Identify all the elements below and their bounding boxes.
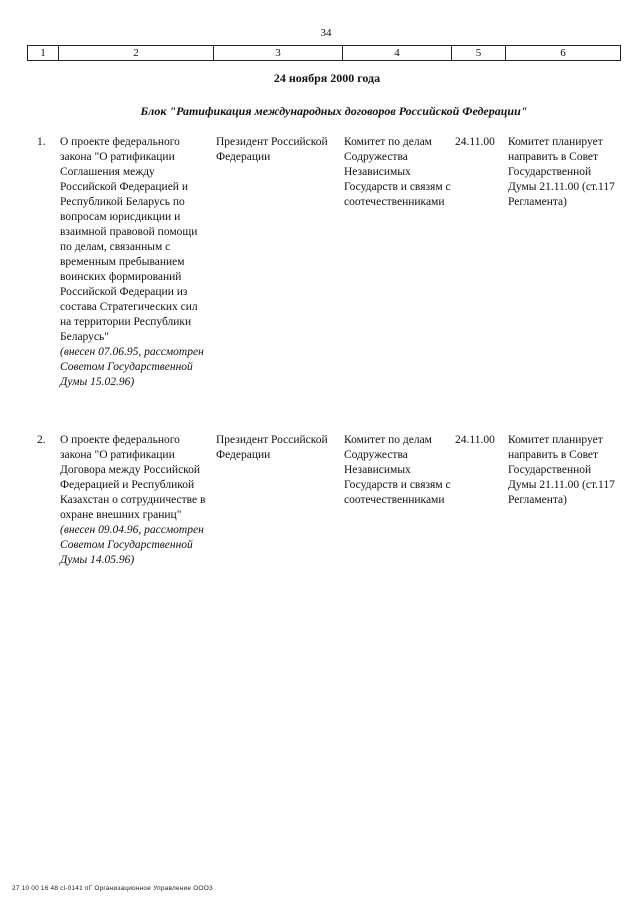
item-title-text: О проекте федерального закона "О ратификации Соглашения между Российской Федерацией и Республикой Беларусь по вопросам юрисдикции и взаимной правовой помощи по делам, связанным с временным пребыванием воинских формирований Российской Федерации из состава Стратегических сил на территории Республики Беларусь" — [60, 136, 198, 343]
item-meta: (внесен 09.04.96, рассмотрен Советом Государственной Думы 14.05.96) — [60, 524, 204, 566]
item-date: 24.11.00 — [455, 136, 495, 148]
column-number-3: 3 — [214, 46, 343, 60]
item-title — [60, 135, 210, 390]
block-heading: Блок "Ратификация международных договоров Российской Федерации" — [140, 104, 528, 118]
item-author: Президент Российской Федерации — [216, 136, 328, 163]
footer-stamp: 27 10 00 16 48 cl-0141 пГ Организационное Управление ООО3 — [12, 885, 213, 892]
column-number-6: 6 — [560, 47, 566, 59]
item-date: 24.11.00 — [455, 434, 495, 446]
column-number-header — [27, 45, 621, 61]
item-committee: Комитет по делам Содружества Независимых Государств и связям с соотечественниками — [344, 136, 451, 208]
item-number: 1. — [37, 136, 46, 148]
column-number-5: 5 — [452, 46, 506, 60]
column-number-1: 1 — [28, 46, 59, 60]
item-note: Комитет планирует направить в Совет Государственной Думы 21.11.00 (ст.117 Регламента) — [508, 434, 615, 506]
item-committee: Комитет по делам Содружества Независимых Государств и связям с соотечественниками — [344, 434, 451, 506]
column-number-4: 4 — [343, 46, 452, 60]
item-number: 2. — [37, 434, 46, 446]
item-title-text: О проекте федерального закона "О ратификации Договора между Российской Федерацией и Республикой Казахстан о сотрудничестве в охране внешних границ" — [60, 434, 206, 521]
item-title — [60, 433, 210, 568]
item-author: Президент Российской Федерации — [216, 434, 328, 461]
session-date-heading: 24 ноября 2000 года — [273, 71, 381, 85]
item-meta: (внесен 07.06.95, рассмотрен Советом Государственной Думы 15.02.96) — [60, 346, 204, 388]
column-number-2: 2 — [59, 46, 214, 60]
page-number: 34 — [320, 27, 332, 39]
item-note: Комитет планирует направить в Совет Государственной Думы 21.11.00 (ст.117 Регламента) — [508, 136, 615, 208]
